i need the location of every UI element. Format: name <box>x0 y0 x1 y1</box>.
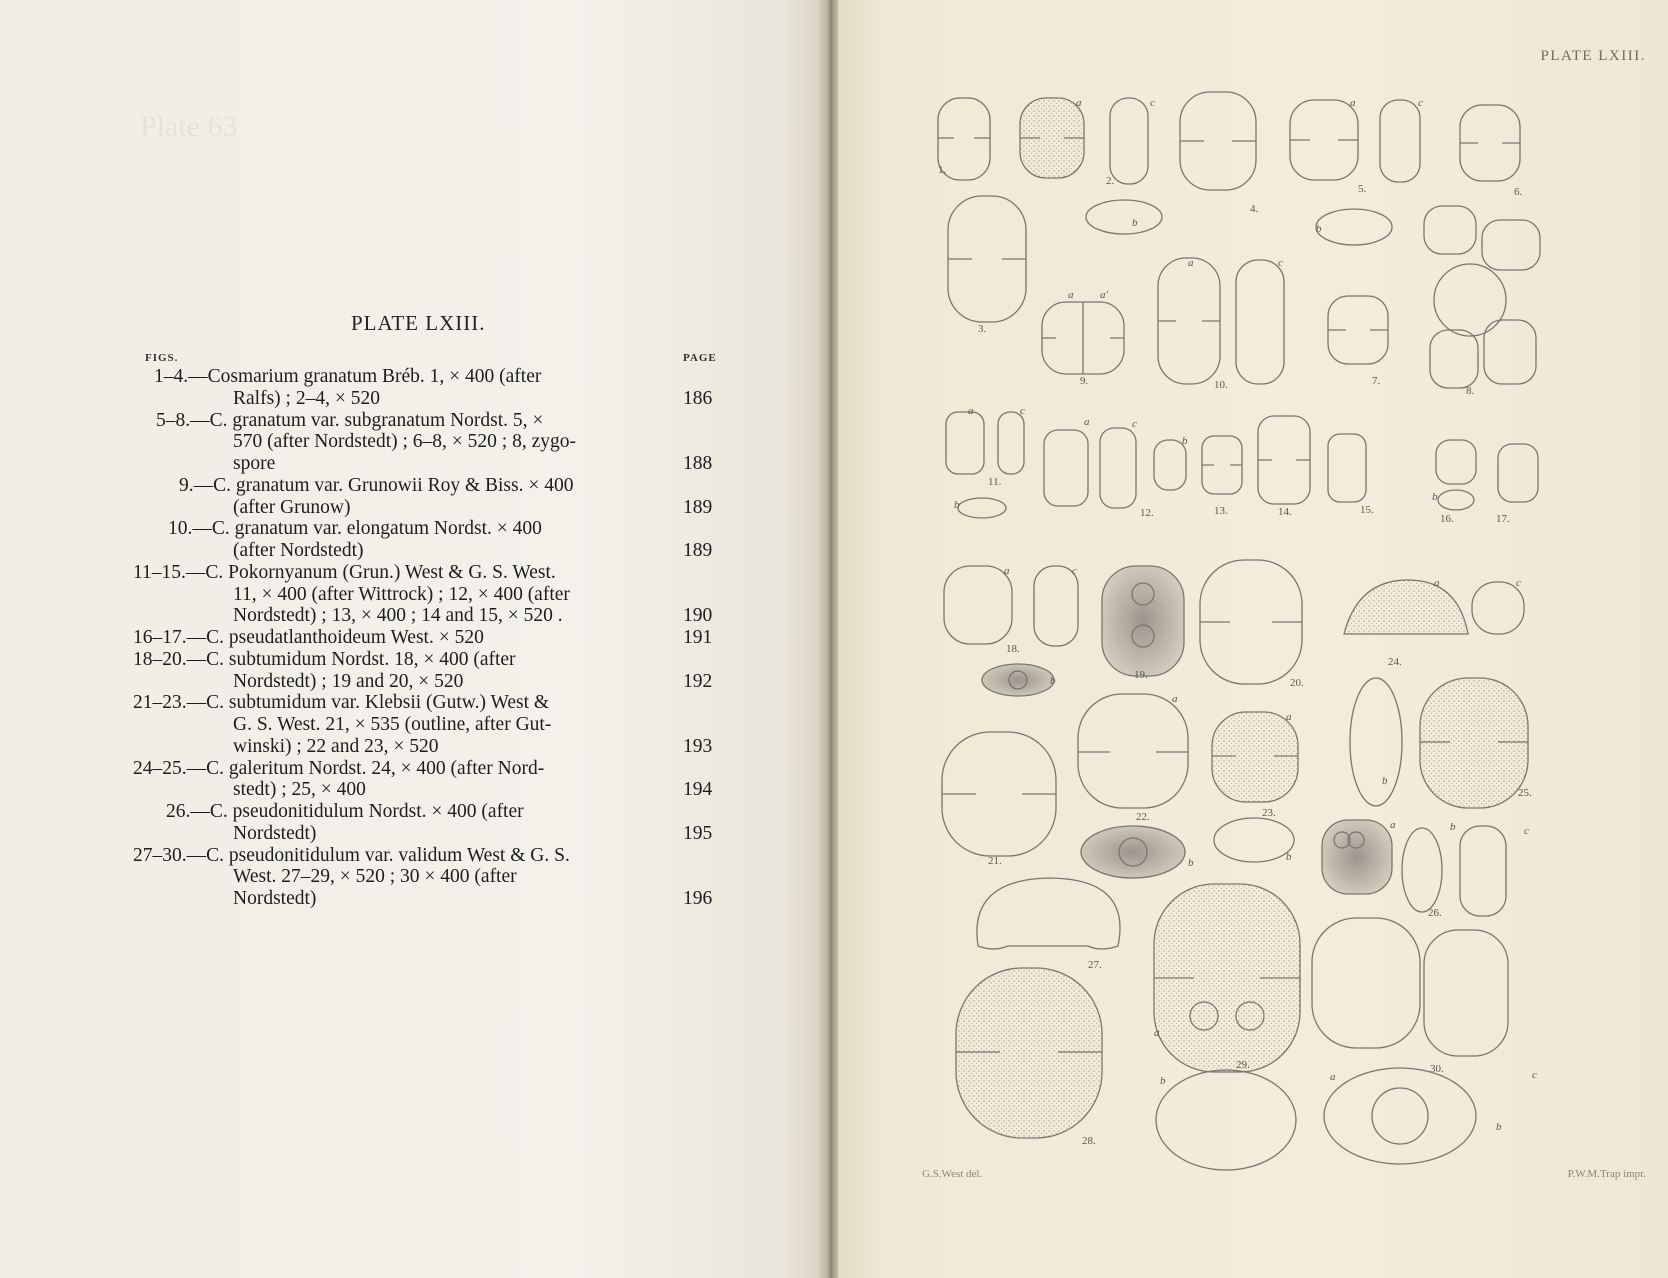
bleed-through-text: Plate 63 <box>140 110 238 143</box>
figure-number: 27. <box>1088 959 1102 971</box>
figure-8 <box>1424 206 1540 388</box>
page-column-header: PAGE <box>683 352 717 364</box>
figure-number: 4. <box>1250 203 1259 215</box>
figure-27 <box>977 878 1120 949</box>
figure-number: 19. <box>1134 669 1148 681</box>
view-label-b: b <box>1132 217 1138 229</box>
page-number: 193 <box>683 736 713 757</box>
entry-line: Nordstedt) <box>233 823 317 844</box>
entry-line: Nordstedt) <box>233 888 317 909</box>
view-label-b: b <box>954 499 960 511</box>
printer-credit: P.W.M.Trap impr. <box>1567 1168 1646 1180</box>
entry-line: (after Nordstedt) <box>233 540 364 561</box>
view-label-a: a <box>968 405 974 417</box>
figure-number: 9. <box>1080 375 1089 387</box>
entry-line: 18–20.—C. subtumidum Nordst. 18, × 400 (after <box>133 649 516 670</box>
view-label-c: c <box>1072 565 1077 577</box>
figure-number: 5. <box>1358 183 1367 195</box>
view-label-c: c <box>1278 257 1283 269</box>
page-number: 194 <box>683 779 713 800</box>
figure-13 <box>1202 436 1242 494</box>
figure-number: 10. <box>1214 379 1228 391</box>
entry-line: 1–4.—Cosmarium granatum Bréb. 1, × 400 (after <box>154 366 542 387</box>
figure-21 <box>942 732 1056 856</box>
figure-29 <box>1154 884 1300 1170</box>
plate-illustration <box>838 0 1668 1278</box>
view-label-a: a <box>1068 289 1074 301</box>
figure-6 <box>1460 105 1520 181</box>
view-label-b: b <box>1188 857 1194 869</box>
view-label-a: a <box>1154 1027 1160 1039</box>
view-label-b: b <box>1182 435 1188 447</box>
figure-7 <box>1328 296 1388 364</box>
entry-line: 16–17.—C. pseudatlanthoideum West. × 520 <box>133 627 484 648</box>
view-label-a: a <box>1188 257 1194 269</box>
figure-17 <box>1498 444 1538 502</box>
entry-line: 11–15.—C. Pokornyanum (Grun.) West & G. S. West. <box>133 562 556 583</box>
figure-2 <box>1020 98 1162 234</box>
entry-line: 9.—C. granatum var. Grunowii Roy & Biss. × 400 <box>179 475 574 496</box>
figure-10 <box>1158 258 1284 384</box>
view-label-b: b <box>1432 491 1438 503</box>
view-label-b: b <box>1496 1121 1502 1133</box>
figure-number: 8. <box>1466 385 1475 397</box>
figure-28 <box>956 968 1102 1138</box>
figure-number: 1. <box>938 164 947 176</box>
view-label-c: c <box>1516 577 1521 589</box>
figure-number: 17. <box>1496 513 1510 525</box>
figure-23 <box>1212 712 1298 862</box>
entry-line: 21–23.—C. subtumidum var. Klebsii (Gutw.) West & <box>133 692 550 713</box>
page-number: 189 <box>683 540 713 561</box>
entry-line: G. S. West. 21, × 535 (outline, after Gut- <box>233 714 552 735</box>
view-label-a: a <box>1350 97 1356 109</box>
running-head: PLATE LXIII. <box>1540 48 1646 64</box>
entry-line: 27–30.—C. pseudonitidulum var. validum West & G. S. <box>133 845 570 866</box>
page-number: 196 <box>683 888 713 909</box>
view-label-a-prime: a' <box>1100 289 1108 301</box>
figure-4 <box>1180 92 1256 190</box>
view-label-b: b <box>1286 851 1292 863</box>
view-label-c: c <box>1418 97 1423 109</box>
page-number: 188 <box>683 453 713 474</box>
entry-line: 570 (after Nordstedt) ; 6–8, × 520 ; 8, zygo- <box>233 431 576 452</box>
page-number: 192 <box>683 671 713 692</box>
figure-3 <box>948 196 1026 322</box>
view-label-b: b <box>1050 675 1056 687</box>
view-label-a: a <box>1004 565 1010 577</box>
figure-number: 24. <box>1388 656 1402 668</box>
entry-line: 11, × 400 (after Wittrock) ; 12, × 400 (after <box>233 584 570 605</box>
figure-9 <box>1042 302 1124 374</box>
figure-number: 15. <box>1360 504 1374 516</box>
view-label-c: c <box>1524 825 1529 837</box>
page-number: 195 <box>683 823 713 844</box>
figure-number: 11. <box>988 476 1002 488</box>
plate-title: PLATE LXIII. <box>351 311 486 335</box>
entry-line: (after Grunow) <box>233 497 351 518</box>
entry-line: 10.—C. granatum var. elongatum Nordst. × 400 <box>168 518 542 539</box>
page-number: 186 <box>683 388 713 409</box>
entry-line: winski) ; 22 and 23, × 520 <box>233 736 439 757</box>
entry-line: West. 27–29, × 520 ; 30 × 400 (after <box>233 866 517 887</box>
view-label-a: a <box>1330 1071 1336 1083</box>
figure-number: 13. <box>1214 505 1228 517</box>
figure-number: 3. <box>978 323 987 335</box>
view-label-a: a <box>1434 577 1440 589</box>
view-label-c: c <box>1132 418 1137 430</box>
figure-number: 25. <box>1518 787 1532 799</box>
entry-line: 24–25.—C. galeritum Nordst. 24, × 400 (after Nord- <box>133 758 545 779</box>
figure-number: 23. <box>1262 807 1276 819</box>
page-number: 190 <box>683 605 713 626</box>
figure-number: 29. <box>1236 1059 1250 1071</box>
view-label-a: a <box>1084 416 1090 428</box>
figure-number: 7. <box>1372 375 1381 387</box>
view-label-b: b <box>1316 223 1322 235</box>
figure-18 <box>944 566 1078 696</box>
entry-line: spore <box>233 453 276 474</box>
view-label-b: b <box>1382 775 1388 787</box>
figure-22 <box>1078 694 1188 878</box>
page-number: 189 <box>683 497 713 518</box>
figure-number: 14. <box>1278 506 1292 518</box>
view-label-a: a <box>1076 97 1082 109</box>
entry-line: Nordstedt) ; 13, × 400 ; 14 and 15, × 520 . <box>233 605 563 626</box>
figure-number: 30. <box>1430 1063 1444 1075</box>
figs-column-header: FIGS. <box>145 352 179 364</box>
figure-26 <box>1322 820 1506 916</box>
view-label-a: a <box>1172 693 1178 705</box>
figure-19 <box>1102 566 1184 676</box>
figure-number: 6. <box>1514 186 1523 198</box>
figure-number: 20. <box>1290 677 1304 689</box>
figure-14 <box>1258 416 1310 504</box>
figure-number: 22. <box>1136 811 1150 823</box>
view-label-c: c <box>1150 97 1155 109</box>
entry-line: 26.—C. pseudonitidulum Nordst. × 400 (after <box>166 801 524 822</box>
page-number: 191 <box>683 627 713 648</box>
figure-25 <box>1420 678 1528 808</box>
figure-number: 26. <box>1428 907 1442 919</box>
entry-line: 5–8.—C. granatum var. subgranatum Nordst. 5, × <box>156 410 544 431</box>
entry-line: Nordstedt) ; 19 and 20, × 520 <box>233 671 464 692</box>
figure-5 <box>1290 100 1420 245</box>
artist-credit: G.S.West del. <box>922 1168 983 1180</box>
figure-number: 18. <box>1006 643 1020 655</box>
figure-30 <box>1312 918 1508 1164</box>
view-label-b: b <box>1450 821 1456 833</box>
view-label-a: a <box>1286 711 1292 723</box>
figure-12 <box>1044 428 1186 508</box>
figure-number: 21. <box>988 855 1002 867</box>
figure-20 <box>1200 560 1302 684</box>
right-page <box>838 0 1668 1278</box>
view-label-c: c <box>1020 405 1025 417</box>
entry-line: Ralfs) ; 2–4, × 520 <box>233 388 380 409</box>
figure-number: 2. <box>1106 175 1115 187</box>
view-label-c: c <box>1532 1069 1537 1081</box>
view-label-b: b <box>1160 1075 1166 1087</box>
left-page <box>0 0 826 1278</box>
figure-number: 16. <box>1440 513 1454 525</box>
figure-16 <box>1436 440 1476 510</box>
figure-15 <box>1328 434 1366 502</box>
figure-number: 28. <box>1082 1135 1096 1147</box>
view-label-a: a <box>1390 819 1396 831</box>
entry-line: stedt) ; 25, × 400 <box>233 779 366 800</box>
figure-number: 12. <box>1140 507 1154 519</box>
